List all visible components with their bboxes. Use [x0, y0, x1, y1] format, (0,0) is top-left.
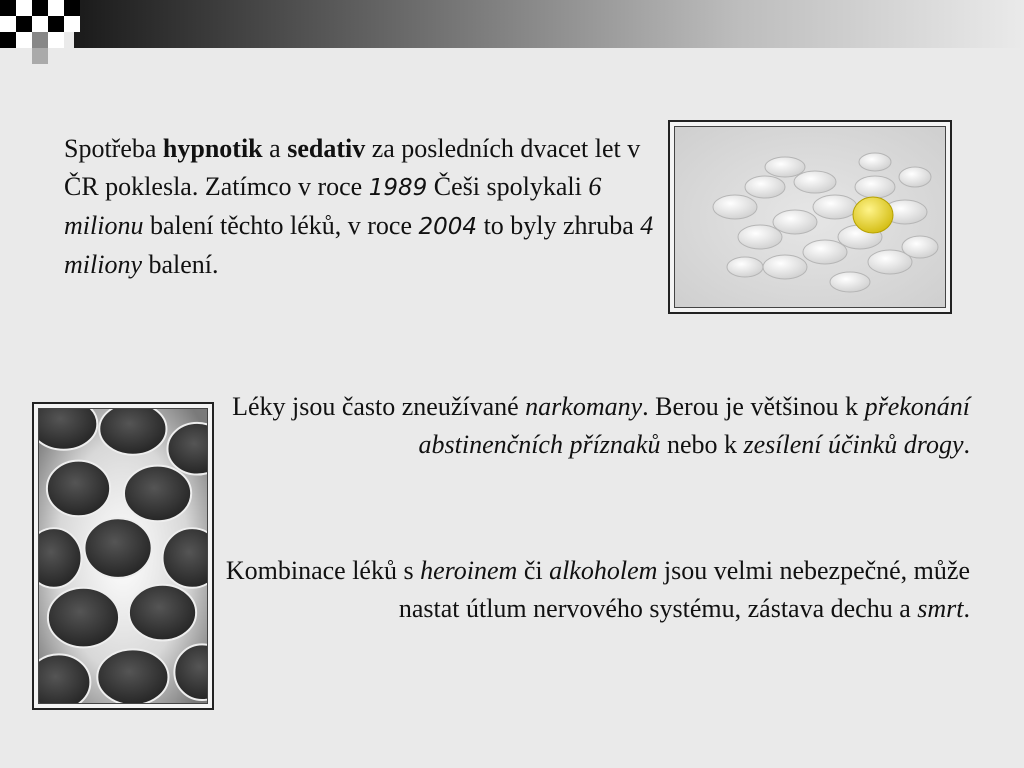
- tablets-photo: [38, 408, 208, 704]
- yellow-pill: [853, 197, 893, 233]
- term-sedativ: sedativ: [287, 134, 366, 163]
- term-alkoholem: alkoholem: [549, 556, 658, 585]
- text-run: to byly zhruba: [477, 211, 641, 240]
- text-run: . Berou je většinou k: [642, 392, 865, 421]
- paragraph-abuse: [220, 388, 970, 464]
- checker-pattern: [0, 0, 80, 64]
- text-run: Spotřeba: [64, 134, 163, 163]
- text-run: Kombinace léků s: [225, 556, 421, 585]
- text-run: .: [963, 430, 970, 459]
- term-smrt: smrt: [917, 594, 964, 623]
- term-zesileni: zesílení účinků drogy: [743, 430, 964, 459]
- term-narkomany: narkomany: [525, 392, 643, 421]
- white-pills-yellow-pill-image: [675, 127, 945, 307]
- text-run: .: [963, 594, 970, 623]
- text-run: Léky jsou často zneužívané: [232, 392, 526, 421]
- text-run: jsou velmi nebezpečné, může nastat útlum nervového systému, zástava dechu a: [398, 556, 970, 623]
- text-run: Češi spolykali: [427, 172, 589, 201]
- gradient-bar: [74, 0, 1024, 48]
- tablets-photo-frame: [32, 402, 214, 710]
- year-1989: 1989: [368, 175, 428, 201]
- text-run: za posledních dvacet let v ČR poklesla. Zatímco v roce: [64, 134, 641, 201]
- text-run: balení těchto léků, v roce: [143, 211, 419, 240]
- pills-photo-frame: [668, 120, 952, 314]
- amount-4-million: 4 miliony: [64, 211, 654, 279]
- text-run: nebo k: [660, 430, 744, 459]
- title-bar-decoration: [0, 0, 1024, 48]
- text-run: a: [262, 134, 288, 163]
- text-run: balení.: [142, 250, 219, 279]
- amount-6-million: 6 milionu: [64, 172, 602, 240]
- paragraph-consumption: [64, 130, 664, 284]
- term-hypnotik: hypnotik: [162, 134, 263, 163]
- term-abstinence: překonání abstinenčních příznaků: [418, 392, 970, 459]
- year-2004: 2004: [418, 214, 478, 240]
- backlit-tablets-image: [39, 409, 207, 703]
- text-run: či: [517, 556, 550, 585]
- paragraph-combination: [220, 552, 970, 628]
- pills-photo: [674, 126, 946, 308]
- term-heroinem: heroinem: [420, 556, 518, 585]
